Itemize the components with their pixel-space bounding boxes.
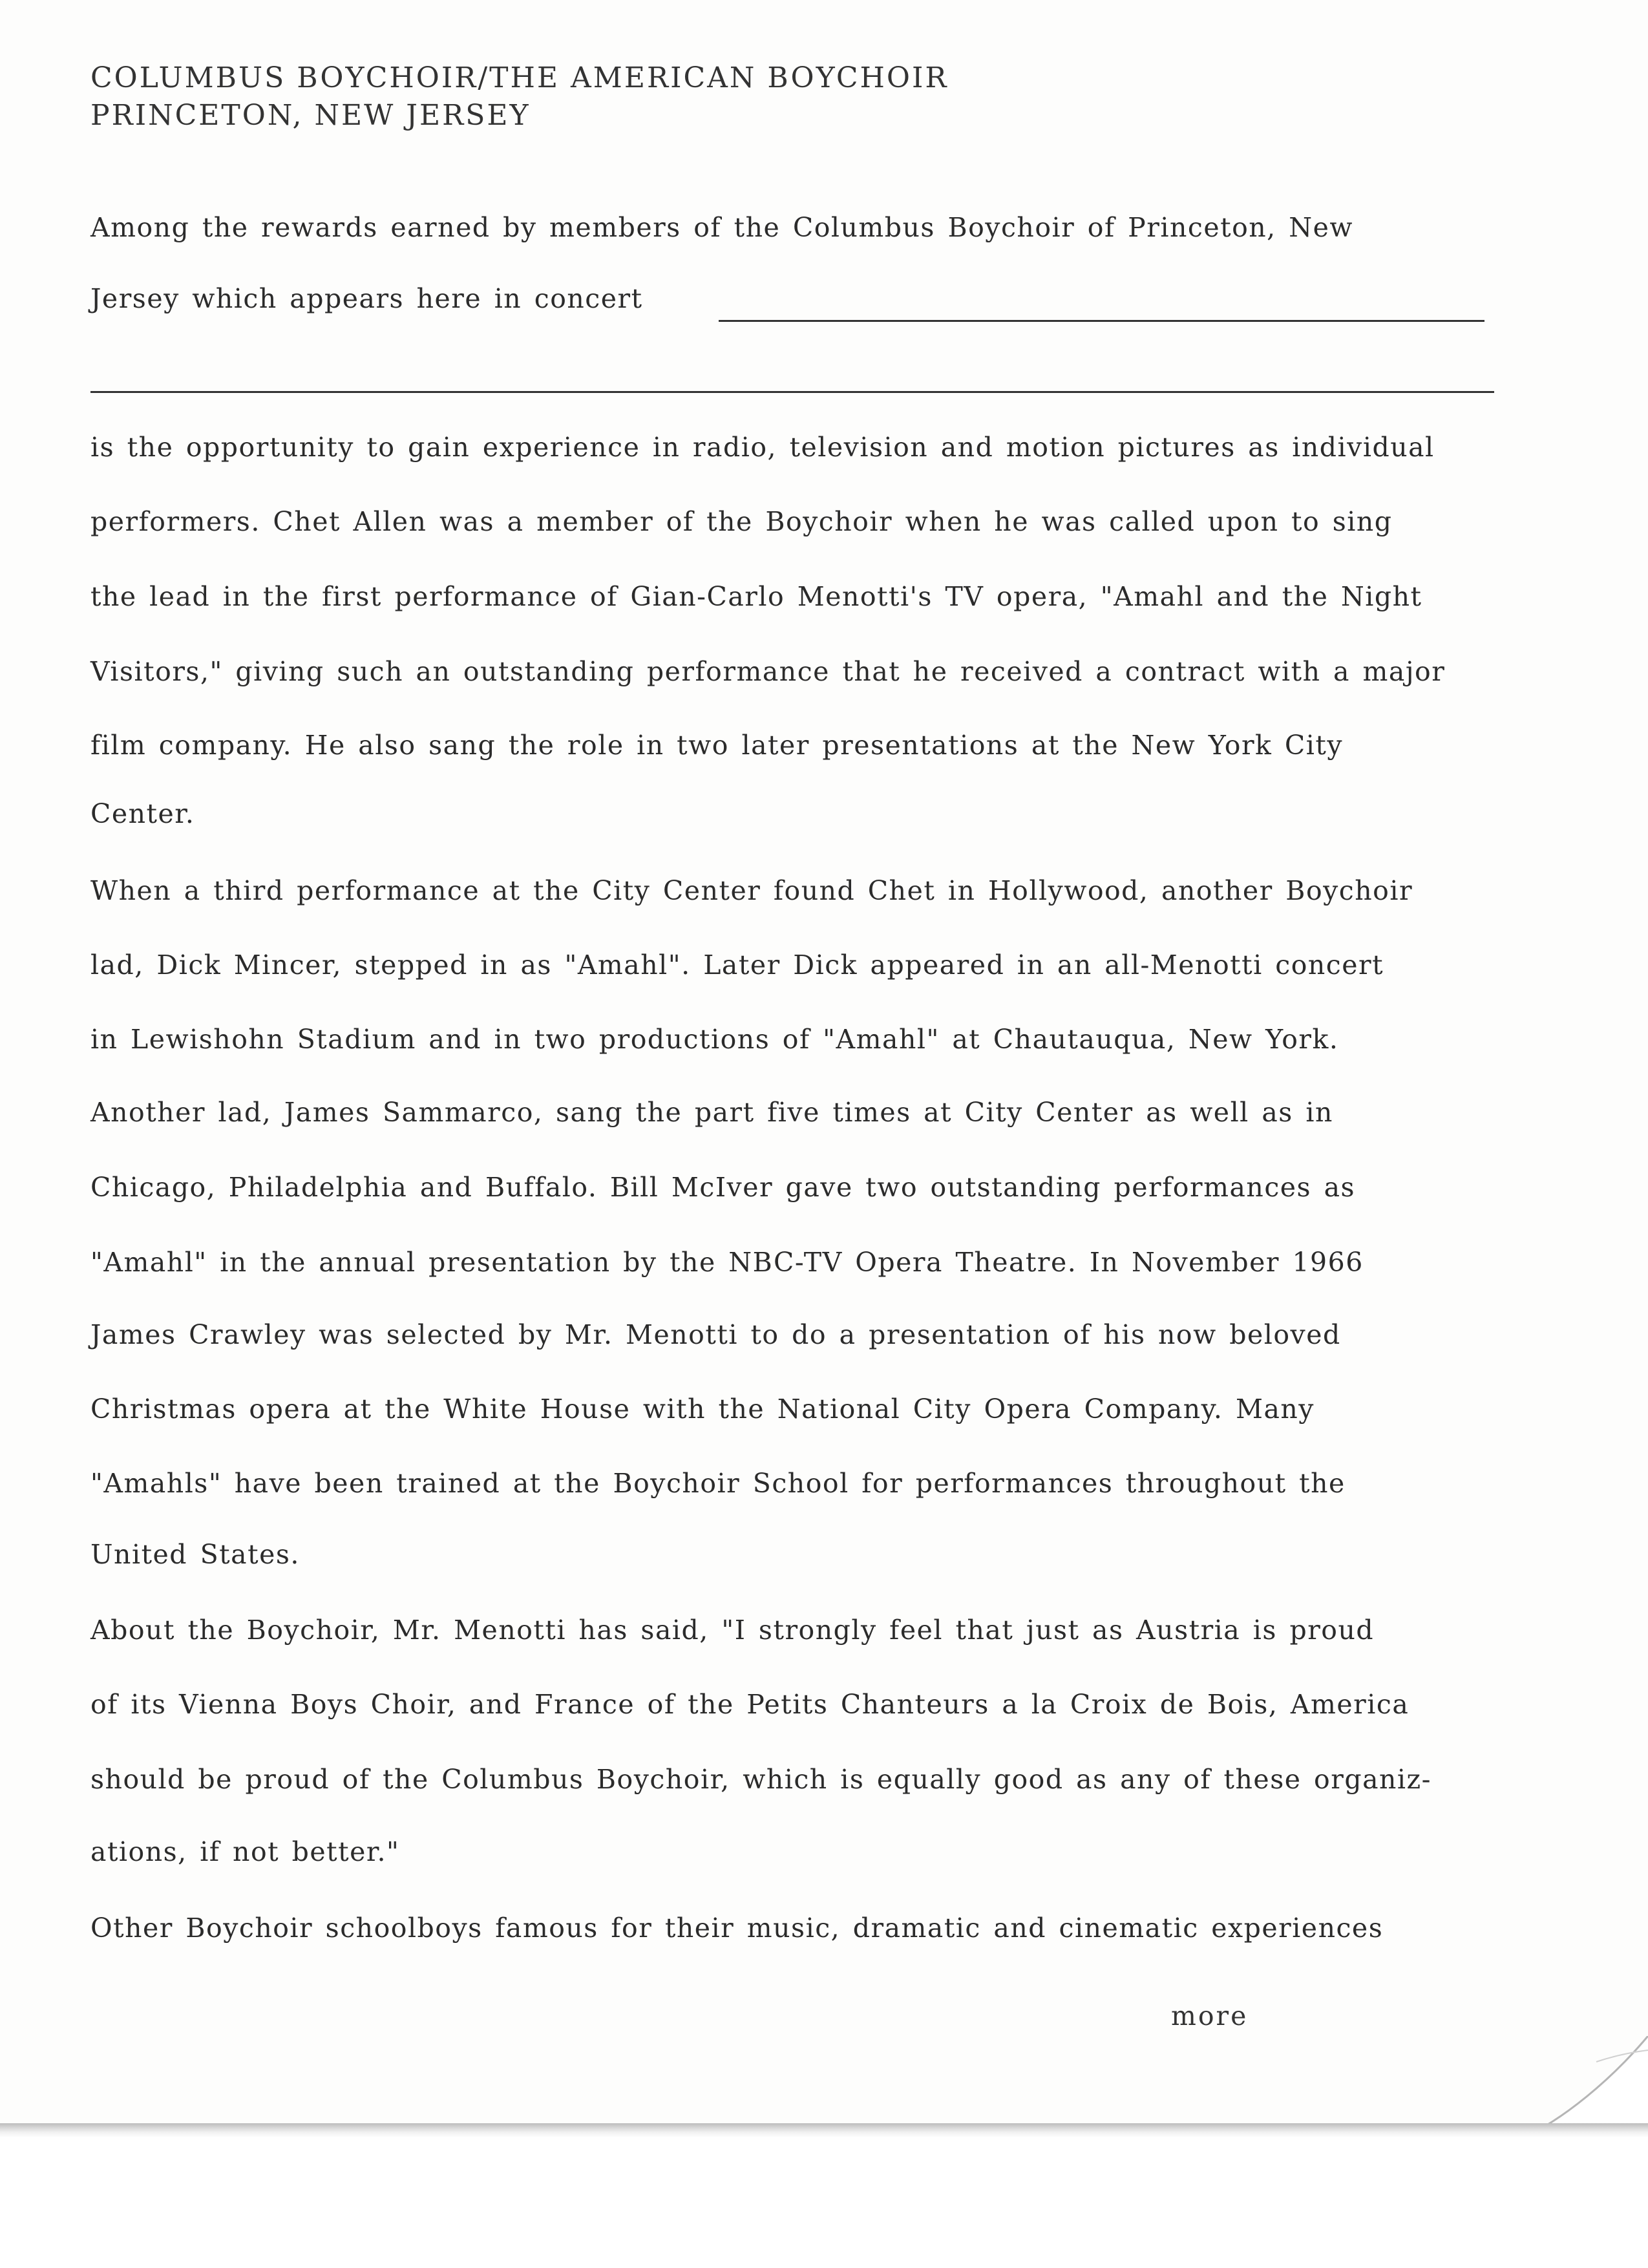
- paragraph-3-line-3: should be proud of the Columbus Boychoir, which is equally good as any of these organiz-: [90, 1764, 1431, 1795]
- paragraph-1-line-4: Visitors," giving such an outstanding performance that he received a contract with a major: [90, 656, 1446, 687]
- paragraph-2-line-9: "Amahls" have been trained at the Boychoir School for performances throughout the: [90, 1468, 1346, 1499]
- intro-line-2: Jersey which appears here in concert: [90, 283, 643, 314]
- paragraph-2-line-5: Chicago, Philadelphia and Buffalo. Bill McIver gave two outstanding performances as: [90, 1172, 1356, 1203]
- fill-in-blank-line-1: [719, 320, 1484, 322]
- paragraph-1-line-2: performers. Chet Allen was a member of the Boychoir when he was called upon to sing: [90, 506, 1393, 537]
- paragraph-1-line-1: is the opportunity to gain experience in radio, television and motion pictures as individual: [90, 432, 1435, 463]
- paragraph-4-line-1: Other Boychoir schoolboys famous for their music, dramatic and cinematic experiences: [90, 1913, 1384, 1944]
- paragraph-1-line-6: Center.: [90, 798, 195, 829]
- paragraph-2-line-7: James Crawley was selected by Mr. Menotti to do a presentation of his now beloved: [90, 1319, 1341, 1350]
- paragraph-3-line-2: of its Vienna Boys Choir, and France of the Petits Chanteurs a la Croix de Bois, America: [90, 1689, 1410, 1720]
- page-bottom-edge-shadow: [0, 2123, 1648, 2137]
- paragraph-2-line-1: When a third performance at the City Center found Chet in Hollywood, another Boychoir: [90, 875, 1413, 906]
- paragraph-2-line-2: lad, Dick Mincer, stepped in as "Amahl". Later Dick appeared in an all-Menotti concert: [90, 949, 1384, 980]
- paragraph-2-line-10: United States.: [90, 1539, 300, 1570]
- fill-in-blank-line-2: [90, 391, 1494, 393]
- paragraph-3-line-1: About the Boychoir, Mr. Menotti has said, "I strongly feel that just as Austria is proud: [90, 1615, 1375, 1646]
- letterhead: [90, 59, 949, 134]
- paragraph-3-line-4: ations, if not better.": [90, 1836, 400, 1867]
- paragraph-2-line-8: Christmas opera at the White House with the National City Opera Company. Many: [90, 1394, 1315, 1425]
- letterhead-line-1: COLUMBUS BOYCHOIR/THE AMERICAN BOYCHOIR: [90, 61, 949, 94]
- paragraph-2-line-3: in Lewishohn Stadium and in two productions of "Amahl" at Chautauqua, New York.: [90, 1024, 1339, 1055]
- letterhead-line-2: PRINCETON, NEW JERSEY: [90, 99, 531, 132]
- paragraph-2-line-4: Another lad, James Sammarco, sang the part five times at City Center as well as in: [90, 1097, 1333, 1128]
- continuation-marker: more: [1171, 2000, 1249, 2031]
- page-curl-corner: [1519, 2036, 1648, 2126]
- intro-line-1: Among the rewards earned by members of the Columbus Boychoir of Princeton, New: [90, 212, 1353, 243]
- paragraph-1-line-5: film company. He also sang the role in two later presentations at the New York City: [90, 730, 1344, 761]
- paragraph-2-line-6: "Amahl" in the annual presentation by the NBC-TV Opera Theatre. In November 1966: [90, 1247, 1364, 1278]
- paragraph-1-line-3: the lead in the first performance of Gian-Carlo Menotti's TV opera, "Amahl and the Night: [90, 581, 1422, 612]
